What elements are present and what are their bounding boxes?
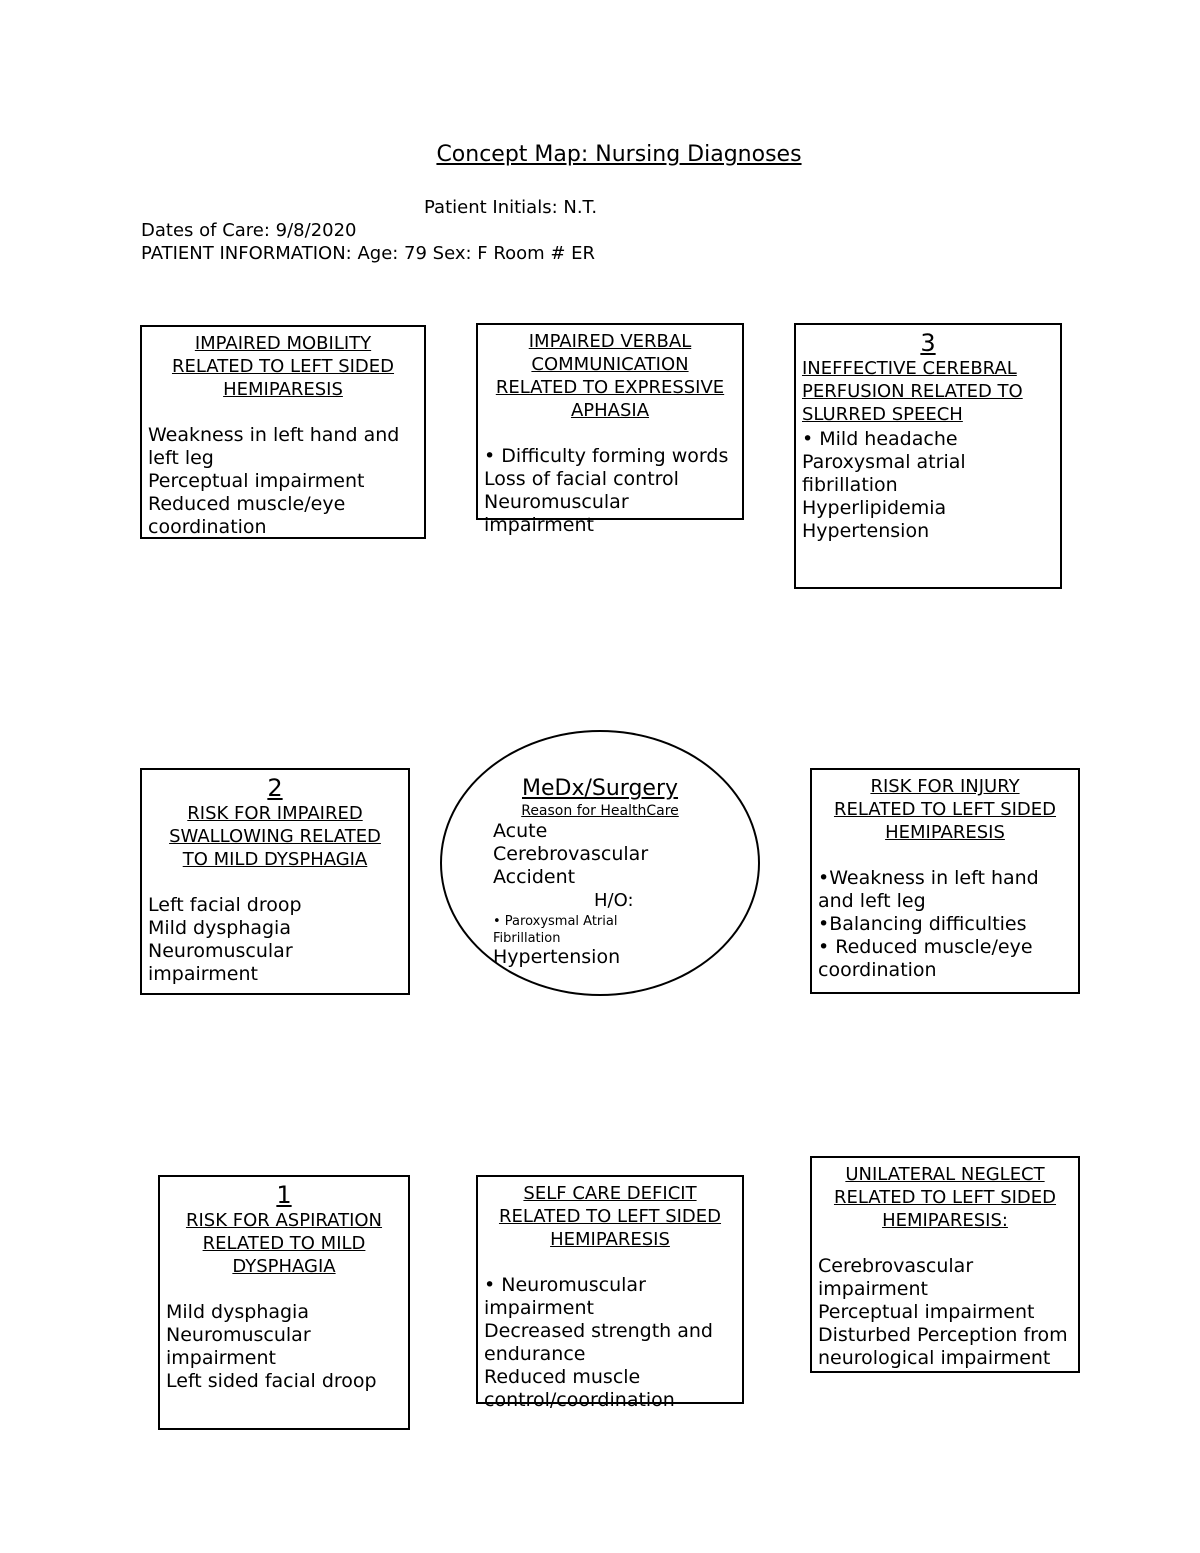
history-list: • Paroxysmal Atrial Fibrillation [493,914,618,946]
list-item: Left facial droop [148,894,302,916]
diagnosis-box-risk-aspiration [158,1175,410,1430]
center-subtitle: Reason for HealthCare [521,803,679,819]
diagnosis-evidence-list [166,1301,402,1393]
diagnosis-evidence-list [818,1255,1072,1370]
list-item: • Neuromuscular impairment [484,1274,646,1319]
diagnosis-evidence-list [484,1274,736,1412]
diagnosis-evidence-list [802,428,1054,543]
diagnosis-heading: RISK FOR IMPAIRED SWALLOWING RELATED TO MILD DYSPHAGIA [169,803,381,870]
diagnosis-evidence-list [818,867,1072,982]
priority-number: 1 [276,1181,292,1209]
list-item: Loss of facial control [484,468,679,490]
list-item: Reduced muscle/eye coordination [148,493,346,538]
page-title: Concept Map: Nursing Diagnoses [436,142,802,167]
list-item: • Mild headache [802,428,958,450]
list-item: Hyperlipidemia [802,497,947,519]
list-item: • Reduced muscle/eye coordination [818,936,1033,981]
diagnosis-heading: INEFFECTIVE CEREBRAL PERFUSION RELATED TO SLURRED SPEECH [802,358,1023,425]
diagnosis-box-risk-injury [810,768,1080,994]
history-label: H/O: [594,890,634,911]
list-item: •Balancing difficulties [818,913,1027,935]
diagnosis-evidence-list [484,445,736,537]
diagnosis-box-unilateral-neglect [810,1156,1080,1373]
center-title: MeDx/Surgery [521,776,679,801]
list-item: Decreased strength and endurance [484,1320,713,1365]
list-item: Perceptual impairment [818,1301,1035,1323]
center-diagnosis: Acute Cerebrovascular Accident [493,820,649,888]
list-item: Neuromuscular impairment [166,1324,311,1369]
list-item: Reduced muscle control/coordination [484,1366,675,1411]
priority-number: 2 [267,774,283,802]
list-item: Mild dysphagia [148,917,291,939]
list-item: Paroxysmal atrial fibrillation [802,451,966,496]
priority-number: 3 [920,329,936,357]
list-item: Perceptual impairment [148,470,365,492]
diagnosis-heading: IMPAIRED MOBILITY RELATED TO LEFT SIDED HEMIPARESIS [171,333,395,400]
diagnosis-heading: RISK FOR INJURY RELATED TO LEFT SIDED HEMIPARESIS [833,776,1057,843]
diagnosis-box-cerebral-perfusion [794,323,1062,589]
list-item: Disturbed Perception from neurological impairment [818,1324,1068,1369]
diagnosis-heading: SELF CARE DEFICIT RELATED TO LEFT SIDED HEMIPARESIS [498,1183,722,1250]
history-hypertension: Hypertension [493,946,621,968]
list-item: Mild dysphagia [166,1301,309,1323]
diagnosis-heading: RISK FOR ASPIRATION RELATED TO MILD DYSPHAGIA [185,1210,383,1277]
diagnosis-box-self-care [476,1175,744,1411]
list-item: •Weakness in left hand and left leg [818,867,1039,912]
diagnosis-evidence-list [148,894,402,986]
diagnosis-heading: UNILATERAL NEGLECT RELATED TO LEFT SIDED HEMIPARESIS: [833,1164,1057,1231]
patient-initials: Patient Initials: N.T. [424,197,598,218]
list-item: Weakness in left hand and left leg [148,424,400,469]
dates-of-care: Dates of Care: 9/8/2020 [141,220,357,241]
list-item: Neuromuscular impairment [484,491,629,536]
list-item: • Difficulty forming words [484,445,729,467]
diagnosis-box-impaired-mobility [140,325,426,539]
list-item: Neuromuscular impairment [148,940,293,985]
list-item: Hypertension [802,520,930,542]
patient-information: PATIENT INFORMATION: Age: 79 Sex: F Room # ER [141,243,596,264]
diagnosis-box-impaired-swallowing [140,768,410,995]
diagnosis-heading: IMPAIRED VERBAL COMMUNICATION RELATED TO EXPRESSIVE APHASIA [495,331,725,421]
diagnosis-box-impaired-verbal [476,323,744,536]
list-item: Cerebrovascular impairment [818,1255,974,1300]
diagnosis-evidence-list [148,424,418,539]
list-item: Left sided facial droop [166,1370,377,1392]
